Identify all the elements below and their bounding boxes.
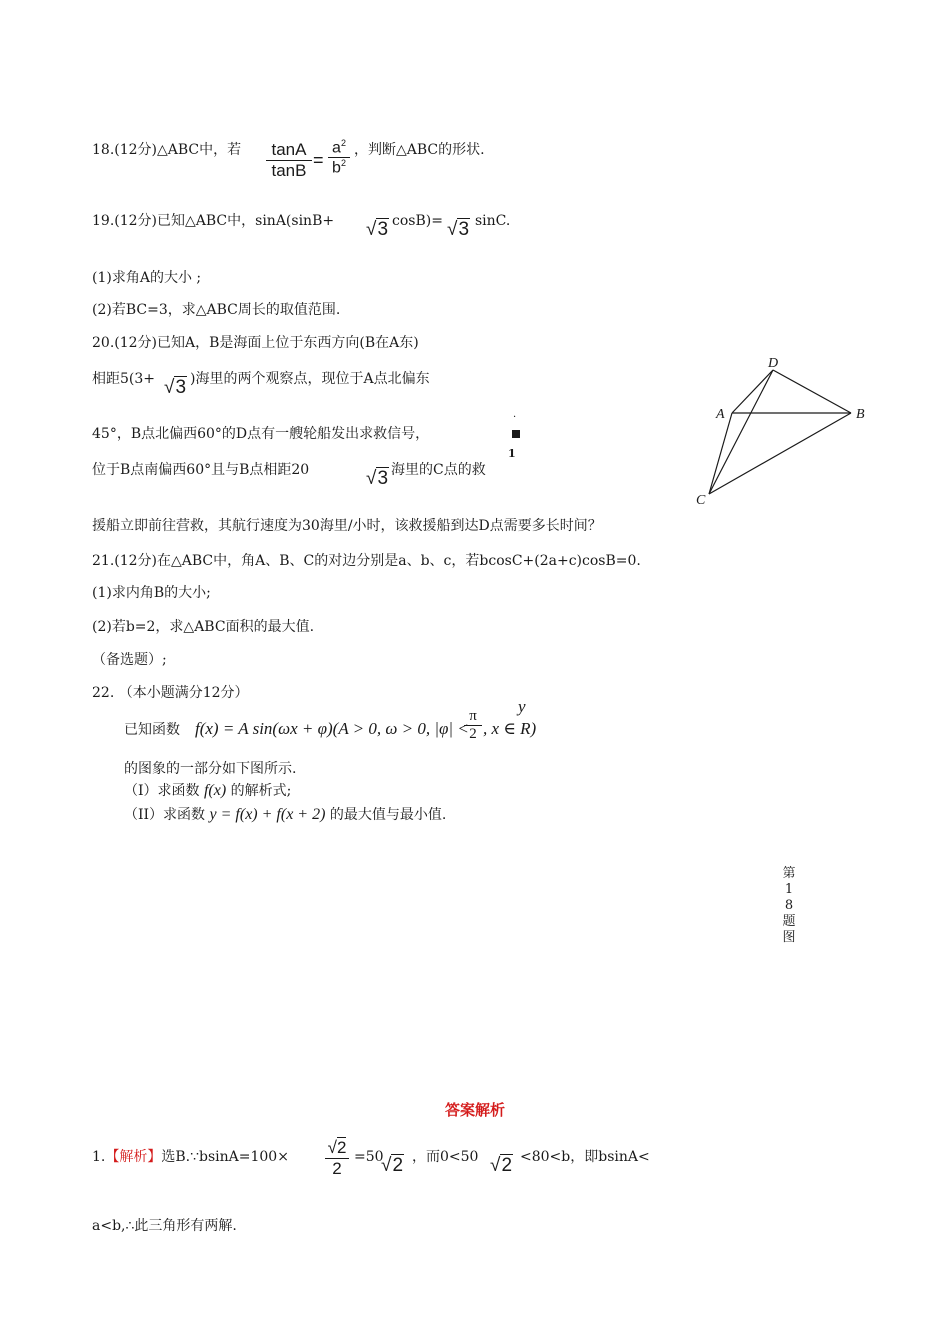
q21-backup: （备选题）; (92, 652, 167, 668)
q19-line-a: 19.(12分)已知△ABC中，sinA(sinB+ (92, 213, 335, 229)
answer-1-line-2: a<b,∴此三角形有两解. (92, 1218, 237, 1234)
q22-part2-math: y = f(x) + f(x + 2) (209, 806, 326, 823)
answer-t4: <80<b，即bsinA< (520, 1149, 650, 1165)
q22-line-2: 的图象的一部分如下图所示. (124, 761, 297, 777)
q20-line-1: 20.(12分)已知A，B是海面上位于东西方向(B在A东) (92, 335, 419, 351)
answer-sqrt-b: √2 (490, 1155, 513, 1176)
q18-a: a (332, 139, 341, 157)
q20-line-4b: 海里的C点的救 (391, 462, 486, 478)
q18-prefix: 18.(12分)△ABC中，若 (92, 142, 242, 158)
q22-given-prefix: 已知函数 (124, 722, 180, 738)
answer-1-line-1: 1.【解析】选B.∵bsinA=100× (92, 1149, 289, 1165)
q20-line-5: 援船立即前往营救，其航行速度为30海里/小时，该救援船到达D点需要多长时间？ (92, 518, 602, 534)
answer-title: 答案解析 (444, 1101, 505, 1119)
q19-part-1: (1)求角A的大小 ; (92, 270, 202, 286)
q20-line-2a: 相距5(3+ (92, 371, 156, 387)
label-b: B (856, 407, 865, 422)
q22-function-b: , x ∈ R) (483, 719, 537, 738)
q21-line-1: 21.(12分)在△ABC中，角A、B、C的对边分别是a、b、c，若bcosC+(2a+c)cosB=0. (92, 553, 641, 569)
q19-sqrt-1: √3 (366, 219, 389, 240)
label-a: A (716, 407, 725, 422)
answer-t2: =50 (354, 1149, 384, 1165)
q19-line-b: cosB)= (392, 213, 443, 229)
q18-fraction-tan (266, 140, 312, 181)
q18-frac-num: tanA (271, 140, 307, 159)
line-db (773, 370, 851, 413)
q22-part-2: （II）求函数 y = f(x) + f(x + 2) 的最大值与最小值. (124, 806, 447, 823)
line-ac (709, 413, 732, 494)
q18-a-exp: 2 (340, 138, 346, 148)
q22-part-1: （I）求函数 f(x) 的解析式; (124, 782, 292, 799)
label-d: D (768, 356, 779, 371)
q20-line-4a: 位于B点南偏西60°且与B点相距20 (92, 462, 310, 478)
q20-marker-digit: 1 (508, 447, 516, 460)
q20-line-3: 45°，B点北偏西60°的D点有一艘轮船发出求救信号， (92, 426, 430, 442)
q22-part1-math: f(x) (203, 782, 227, 799)
line-da (732, 370, 773, 413)
q18-frac-den: tanB (271, 161, 307, 180)
q21-part-1: (1)求内角B的大小; (92, 585, 211, 601)
label-c: C (696, 493, 706, 508)
q20-sqrt-line2: √3 (164, 377, 187, 398)
q18-suffix: ，判断△ABC的形状. (354, 142, 485, 158)
q18-b: b (332, 159, 341, 177)
q20-line-2b: )海里的两个观察点，现位于A点北偏东 (190, 371, 430, 387)
q21-part-2: (2)若b=2，求△ABC面积的最大值. (92, 619, 315, 635)
q19-line-c: sinC. (475, 213, 511, 229)
q18-equals: = (313, 150, 324, 170)
figure-caption-vertical: 第 1 8 题 图 (782, 866, 796, 945)
q20-marker-dot: · (513, 412, 517, 423)
q22-y-axis-label: y (518, 697, 526, 716)
q20-sqrt-line4: √3 (366, 468, 389, 489)
q22-header: 22. （本小题满分12分） (92, 685, 249, 701)
analysis-tag: 【解析】 (105, 1149, 162, 1165)
answer-sqrt-a: √2 (381, 1155, 404, 1176)
triangle-figure (688, 352, 878, 512)
q20-marker-square (512, 430, 520, 438)
q22-frac-pi2: π 2 (464, 708, 482, 743)
q22-function-a: f(x) = A sin(ωx + φ)(A > 0, ω > 0, |φ| < (195, 719, 469, 738)
answer-frac-sqrt2-over-2: √2 2 (325, 1138, 349, 1179)
q19-sqrt-2: √3 (447, 219, 470, 240)
q18-b-exp: 2 (340, 158, 346, 169)
q19-part-2: (2)若BC=3，求△ABC周长的取值范围. (92, 302, 341, 318)
answer-t3: ，而0<50 (412, 1149, 479, 1165)
q18-fraction-ab (328, 138, 350, 178)
